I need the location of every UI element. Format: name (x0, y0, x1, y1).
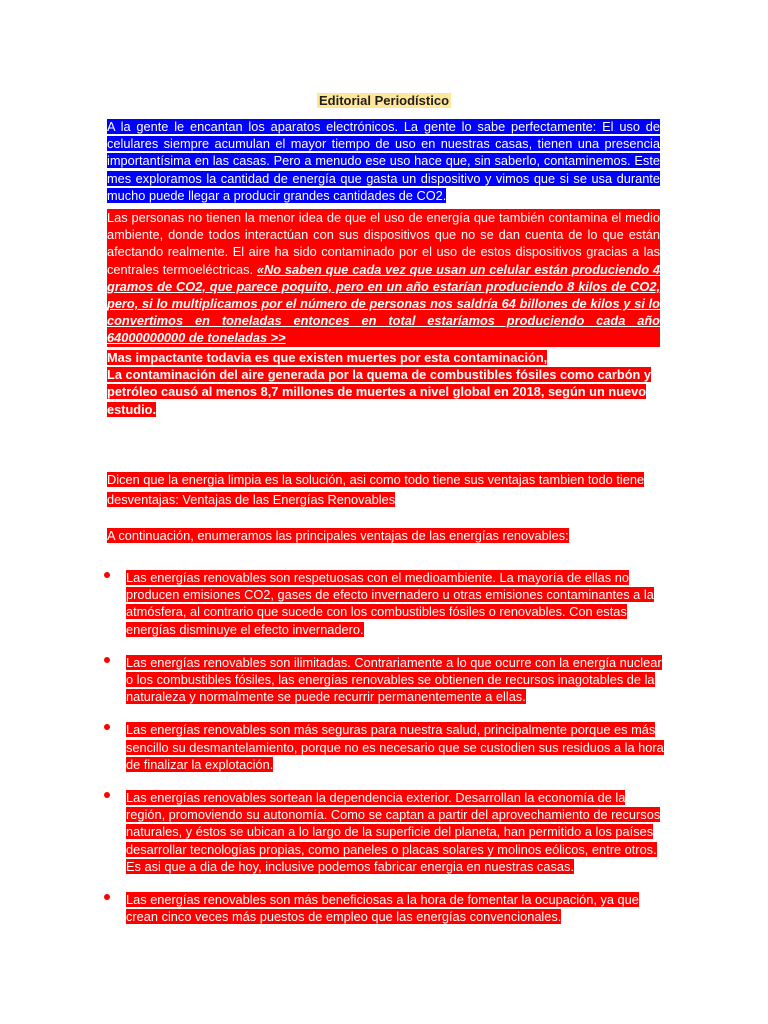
list-item-text: Las energías renovables son ilimitadas. Contrariamente a lo que ocurre con la energía nuclear o los combustibles fósiles, las energías renovables se obtienen de recursos inagotables de la naturaleza y normalmente se puede recurrir permanentemente a ellas. (126, 654, 662, 705)
list-item (104, 891, 664, 925)
list-item (104, 789, 664, 875)
list-item (104, 721, 664, 773)
deaths-line-2: La contaminación del aire generada por la quema de combustibles fósiles como carbón y petróleo causó al menos 8,7 millones de muertes a nivel global en 2018, según un nuevo estudio. (107, 367, 652, 417)
advantages-intro-text: A continuación, enumeramos las principales ventajas de las energías renovables: (107, 528, 569, 543)
bullet-dot (104, 572, 110, 578)
advantages-intro (107, 527, 660, 544)
bullet-dot (104, 894, 110, 900)
list-item-text: Las energías renovables son más seguras para nuestra salud, principalmente porque es más sencillo su desmantelamiento, porque no es necesario que se custodien sus residuos a la hora de finalizar la explotación. (126, 722, 664, 772)
page-title (0, 93, 768, 108)
list-item-text: Las energías renovables sortean la dependencia exterior. Desarrollan la economía de la región, promoviendo su autonomía. Como se captan a partir del aprovechamiento de recursos naturales, y éstos se ubican a lo largo de la superficie del planeta, han permitido a los países desarrollar tecnologías propias, como paneles o placas solares y molinos eólicos, entre otros. Es asi que a dia de hoy, inclusive podemos fabricar energia en nuestras casas. (126, 790, 661, 874)
list-item-text: Las energías renovables son respetuosas con el medioambiente. La mayoría de ellas no producen emisiones CO2, gases de efecto invernadero u otras emisiones contaminantes a la atmósfera, al contrario que sucede con los combustibles fósiles o renovables. Con estas energías disminuye el efecto invernadero. (126, 570, 654, 637)
advantages-list (104, 569, 664, 941)
clean-energy-text: Dicen que la energia limpia es la solución, asi como todo tiene sus ventajas tambien todo tiene desventajas: Ventajas de las Energías Renovables (107, 472, 645, 507)
intro-text: A la gente le encantan los aparatos electrónicos. La gente lo sabe perfectamente: El uso de celulares siempre acumulan el mayor tiempo de uso en nuestras casas, tienen una presencia importantísima en las casas. Pero a menudo ese uso hace que, sin saberlo, contaminemos. Este mes exploramos la cantidad de energía que gasta un dispositivo y vimos que si se usa durante mucho puede llegar a producir grandes cantidades de CO2. (107, 119, 660, 203)
bullet-dot (104, 724, 110, 730)
list-item (104, 654, 664, 706)
intro-paragraph (107, 118, 660, 204)
bullet-dot (104, 792, 110, 798)
deaths-paragraph (107, 349, 660, 418)
energy-text: Las personas no tienen la menor idea de que el uso de energía que también contamina el medio ambiente, donde todos interactúan con sus dispositivos que no se dan cuenta de lo que están afectando realmente. El aire ha sido contaminado por el uso de estos dispositivos gracias a las centrales termoeléctricas. (107, 210, 660, 277)
bullet-dot (104, 657, 110, 663)
energy-quote: «No saben que cada vez que usan un celular están produciendo 4 gramos de CO2, que parece poquito, pero en un año estarían produciendo 8 kilos de CO2, pero, si lo multiplicamos por el número de personas nos saldría 64 billones de kilos y si lo convertimos en toneladas entonces en total estaríamos produciendo cada año 64000000000 de toneladas >> (107, 261, 661, 346)
list-item-text: Las energías renovables son más beneficiosas a la hora de fomentar la ocupación, ya que crean cinco veces más puestos de empleo que las energías convencionales. (126, 892, 639, 925)
deaths-line-1: Mas impactante todavia es que existen muertes por esta contaminación, (107, 350, 548, 365)
energy-paragraph (107, 209, 660, 347)
title-text: Editorial Periodístico (318, 93, 450, 108)
clean-energy-paragraph (107, 470, 660, 510)
list-item (104, 569, 664, 638)
